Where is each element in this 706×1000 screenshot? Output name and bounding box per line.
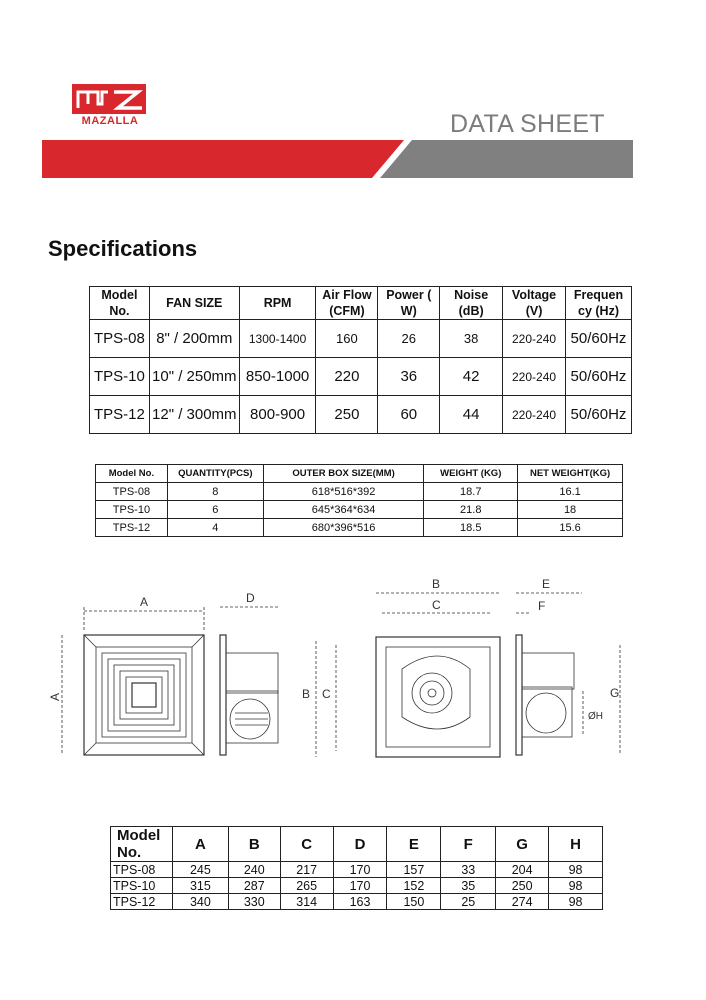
header-fan-size: FAN SIZE: [149, 287, 239, 320]
header-g: G: [496, 827, 549, 862]
cell-box-size: 618*516*392: [263, 483, 424, 501]
cell-frequency: 50/60Hz: [565, 396, 631, 434]
cell-quantity: 8: [167, 483, 263, 501]
cell-fan-size: 8" / 200mm: [149, 320, 239, 358]
front-open-view: [302, 577, 500, 757]
cell-a: 340: [172, 894, 228, 910]
cell-d: 170: [333, 878, 387, 894]
header-voltage: Voltage (V): [503, 287, 566, 320]
table-header-row: [90, 287, 632, 320]
dim-label-e: E: [542, 577, 551, 591]
cell-f: 35: [441, 878, 496, 894]
cell-box-size: 645*364*634: [263, 501, 424, 519]
cell-rpm: 1300-1400: [239, 320, 316, 358]
cell-e: 157: [387, 862, 441, 878]
cell-fan-size: 10" / 250mm: [149, 358, 239, 396]
cell-quantity: 6: [167, 501, 263, 519]
cell-voltage: 220-240: [503, 320, 566, 358]
logo-mark: [72, 84, 146, 114]
cell-c: 314: [280, 894, 333, 910]
cell-h: 98: [549, 862, 603, 878]
header-rpm: RPM: [239, 287, 316, 320]
dim-label-f: F: [538, 599, 546, 613]
header-noise: Noise (dB): [440, 287, 503, 320]
cell-a: 315: [172, 878, 228, 894]
cell-model: TPS-08: [90, 320, 150, 358]
cell-model: TPS-08: [111, 862, 173, 878]
dim-label-a-top: A: [140, 595, 149, 609]
technical-drawing: [40, 573, 640, 768]
dim-label-b-top: B: [432, 577, 441, 591]
cell-net-weight: 16.1: [518, 483, 623, 501]
cell-air-flow: 250: [316, 396, 378, 434]
table-row: [90, 396, 632, 434]
cell-air-flow: 220: [316, 358, 378, 396]
cell-voltage: 220-240: [503, 396, 566, 434]
front-view: [48, 595, 204, 755]
cell-quantity: 4: [167, 519, 263, 537]
dim-label-g: G: [610, 686, 620, 700]
table-row: [96, 519, 623, 537]
side-view: [220, 591, 278, 755]
table-row: [90, 320, 632, 358]
dim-label-b-side: B: [302, 687, 311, 701]
header-box-size: OUTER BOX SIZE(MM): [263, 465, 424, 483]
cell-net-weight: 18: [518, 501, 623, 519]
cell-f: 25: [441, 894, 496, 910]
cell-box-size: 680*396*516: [263, 519, 424, 537]
header-banner: [42, 140, 633, 178]
side-view-detail: [516, 577, 620, 755]
brand-logo: [72, 84, 148, 128]
cell-g: 204: [496, 862, 549, 878]
header-model: Model No.: [96, 465, 168, 483]
cell-f: 33: [441, 862, 496, 878]
cell-power: 36: [378, 358, 440, 396]
cell-power: 60: [378, 396, 440, 434]
header-e: E: [387, 827, 441, 862]
header-weight: WEIGHT (KG): [424, 465, 518, 483]
cell-model: TPS-12: [96, 519, 168, 537]
header-frequency: Frequen cy (Hz): [565, 287, 631, 320]
brand-name: MAZALLA: [81, 115, 139, 127]
cell-b: 287: [228, 878, 280, 894]
cell-weight: 18.5: [424, 519, 518, 537]
specifications-heading: Specifications: [48, 236, 198, 261]
cell-power: 26: [378, 320, 440, 358]
cell-net-weight: 15.6: [518, 519, 623, 537]
cell-weight: 21.8: [424, 501, 518, 519]
specifications-table: [89, 286, 632, 434]
table-row: [96, 483, 623, 501]
cell-d: 163: [333, 894, 387, 910]
cell-g: 250: [496, 878, 549, 894]
table-row: [111, 894, 603, 910]
table-row: [90, 358, 632, 396]
cell-e: 152: [387, 878, 441, 894]
table-row: [111, 878, 603, 894]
cell-b: 330: [228, 894, 280, 910]
cell-frequency: 50/60Hz: [565, 320, 631, 358]
cell-rpm: 850-1000: [239, 358, 316, 396]
header-model: Model No.: [111, 827, 173, 862]
cell-c: 217: [280, 862, 333, 878]
header-power: Power ( W): [378, 287, 440, 320]
cell-model: TPS-08: [96, 483, 168, 501]
packing-table: [95, 464, 623, 537]
cell-model: TPS-10: [111, 878, 173, 894]
document-title: DATA SHEET: [450, 110, 605, 138]
cell-frequency: 50/60Hz: [565, 358, 631, 396]
cell-model: TPS-12: [111, 894, 173, 910]
header-a: A: [172, 827, 228, 862]
table-row: [96, 501, 623, 519]
cell-voltage: 220-240: [503, 358, 566, 396]
header-b: B: [228, 827, 280, 862]
header-net-weight: NET WEIGHT(KG): [518, 465, 623, 483]
header-quantity: QUANTITY(PCS): [167, 465, 263, 483]
header-line: No.: [109, 304, 130, 318]
dim-label-d: D: [246, 591, 255, 605]
cell-b: 240: [228, 862, 280, 878]
table-header-row: [96, 465, 623, 483]
cell-rpm: 800-900: [239, 396, 316, 434]
header-line: Model: [101, 288, 138, 302]
table-row: [111, 862, 603, 878]
dim-label-c-top: C: [432, 598, 441, 612]
dimensions-table: [110, 826, 603, 910]
cell-fan-size: 12" / 300mm: [149, 396, 239, 434]
header-d: D: [333, 827, 387, 862]
cell-noise: 44: [440, 396, 503, 434]
header-h: H: [549, 827, 603, 862]
dim-label-a-side: A: [48, 692, 62, 701]
cell-d: 170: [333, 862, 387, 878]
cell-noise: 38: [440, 320, 503, 358]
cell-e: 150: [387, 894, 441, 910]
cell-h: 98: [549, 878, 603, 894]
cell-h: 98: [549, 894, 603, 910]
cell-c: 265: [280, 878, 333, 894]
cell-model: TPS-10: [96, 501, 168, 519]
cell-a: 245: [172, 862, 228, 878]
table-header-row: [111, 827, 603, 862]
header-f: F: [441, 827, 496, 862]
cell-g: 274: [496, 894, 549, 910]
cell-model: TPS-12: [90, 396, 150, 434]
dim-label-h: ØH: [588, 711, 603, 722]
cell-noise: 42: [440, 358, 503, 396]
cell-weight: 18.7: [424, 483, 518, 501]
cell-model: TPS-10: [90, 358, 150, 396]
header-model: [90, 287, 150, 320]
header-c: C: [280, 827, 333, 862]
cell-air-flow: 160: [316, 320, 378, 358]
header-air-flow: Air Flow (CFM): [316, 287, 378, 320]
dim-label-c-side: C: [322, 687, 331, 701]
